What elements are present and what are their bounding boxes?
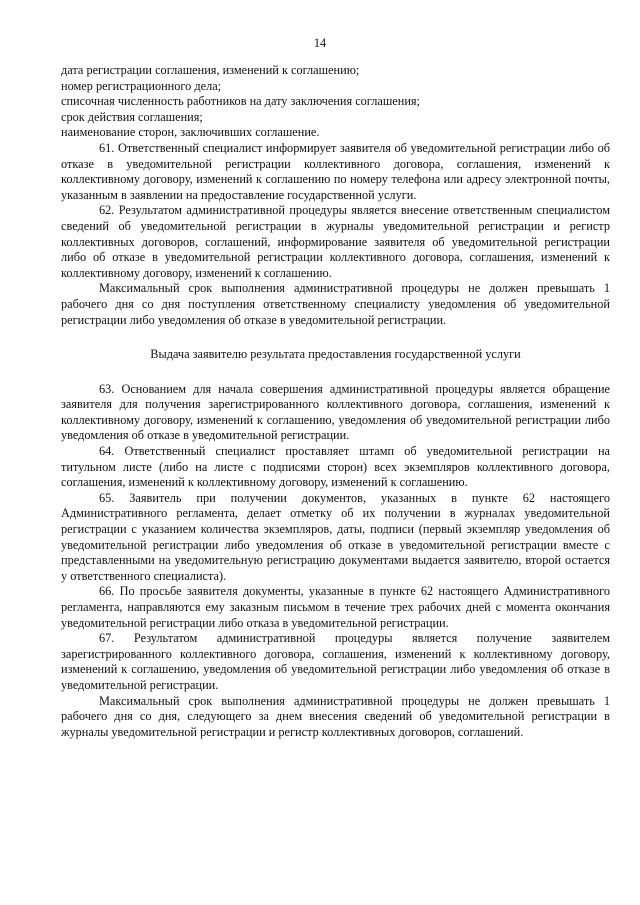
page-number: 14	[313, 36, 327, 50]
paragraph-67: 67. Результатом административной процедуры является получение заявителем зарегистрированного коллективного договора, соглашения, изменений к коллективному договору, изменений к соглашению, уведомления об уведомительной регистрации либо уведомления об отказе в уведомительной регистрации.	[61, 631, 610, 692]
paragraph-max-term-2: Максимальный срок выполнения административной процедуры не должен превышать 1 рабочего дня со дня, следующего за днем внесения сведений об уведомительной регистрации в журналы уведомительной регистрации и регистр коллективных договоров, соглашений.	[61, 693, 610, 739]
paragraph-64: 64. Ответственный специалист проставляет штамп об уведомительной регистрации на титульном листе (либо на листе с подписями сторон) всех экземпляров коллективного договора, соглашения, изменений к коллективному договору, изменений к соглашению.	[61, 444, 610, 490]
list-line: списочная численность работников на дату заключения соглашения;	[61, 94, 420, 109]
paragraph-63: 63. Основанием для начала совершения административной процедуры является обращение заявителя для получения зарегистрированного коллективного договора, соглашения, изменений к коллективному договору, изменений к соглашению, уведомления об уведомительной регистрации либо уведомления об отказе в уведомительной регистрации.	[61, 381, 610, 443]
document-body	[61, 63, 610, 740]
list-line: наименование сторон, заключивших соглашение.	[61, 125, 320, 140]
paragraph-max-term-1: Максимальный срок выполнения административной процедуры не должен превышать 1 рабочего дня со дня поступления ответственному специалисту уведомления об уведомительной регистрации либо уведомления об отказе в уведомительной регистрации.	[61, 281, 610, 327]
list-line: срок действия соглашения;	[61, 109, 203, 124]
paragraph-66: 66. По просьбе заявителя документы, указанные в пункте 62 настоящего Административного регламента, направляются ему заказным письмом в течение трех рабочих дней с момента окончания уведомительной регистрации либо отказа в уведомительной регистрации.	[61, 584, 610, 630]
list-line: номер регистрационного дела;	[61, 78, 222, 93]
paragraph-62: 62. Результатом административной процедуры является внесение ответственным специалистом сведений об уведомительной регистрации в журналы уведомительной регистрации и регистр коллективных договоров, соглашений, информирование заявителя об уведомительной регистрации либо об отказе в уведомительной регистрации коллективного договора, соглашения, изменений к коллективному договору, изменений к соглашению.	[61, 203, 610, 280]
paragraph-61: 61. Ответственный специалист информирует заявителя об уведомительной регистрации либо об отказе в уведомительной регистрации коллективного договора, соглашения, изменений к коллективному договору, изменений к соглашению по номеру телефона или адресу электронной почты, указанным в заявлении на предоставление государственной услуги.	[61, 140, 610, 202]
list-line: дата регистрации соглашения, изменений к соглашению;	[61, 63, 360, 77]
paragraph-65: 65. Заявитель при получении документов, указанных в пункте 62 настоящего Административного регламента, делает отметку об их получении в журналах уведомительной регистрации с указанием количества экземпляров, даты, подписи (первый экземпляр уведомления об уведомительной регистрации либо уведомления об отказе в уведомительной регистрации вместе с представленными на уведомительную регистрацию документами выдается заявителю, второй остается у ответственного специалиста).	[61, 490, 610, 583]
section-heading: Выдача заявителю результата предоставления государственной услуги	[150, 347, 521, 362]
